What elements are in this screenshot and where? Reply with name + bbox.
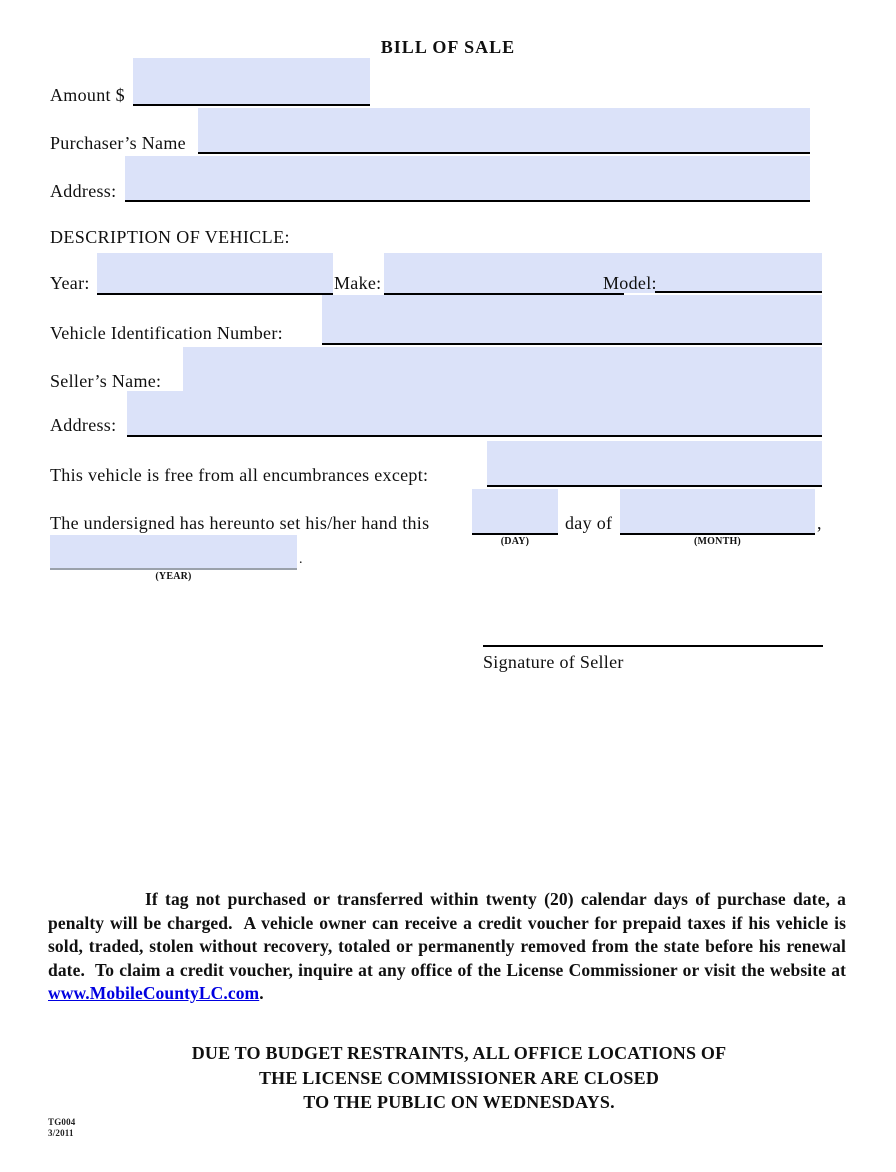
encumbrances-input[interactable] — [487, 441, 822, 487]
closure-line-1: DUE TO BUDGET RESTRAINTS, ALL OFFICE LOCATIONS OF — [191, 1043, 727, 1063]
seller-name-label: Seller’s Name: — [50, 371, 162, 391]
encumbrances-label: This vehicle is free from all encumbrances except: — [50, 465, 429, 485]
make-label: Make: — [334, 273, 382, 293]
year-input[interactable] — [97, 253, 333, 295]
amount-label: Amount $ — [50, 85, 125, 105]
penalty-notice-paragraph — [48, 888, 846, 1006]
budget-closure-notice — [48, 1041, 870, 1115]
notice-text-after-link: . — [259, 983, 264, 1003]
vin-label: Vehicle Identification Number: — [50, 323, 283, 343]
purchaser-name-input[interactable] — [198, 108, 810, 154]
buyer-address-label: Address: — [50, 181, 117, 201]
model-label: Model: — [603, 273, 657, 293]
form-title: BILL OF SALE — [380, 37, 516, 57]
year-caption: (YEAR) — [155, 571, 192, 582]
day-caption: (DAY) — [500, 536, 530, 547]
seller-address-input[interactable] — [127, 391, 822, 437]
form-number: TG004 — [48, 1117, 76, 1127]
make-input[interactable] — [384, 253, 624, 295]
month-caption: (MONTH) — [694, 536, 741, 547]
seller-address-label: Address: — [50, 415, 117, 435]
form-revision-date: 3/2011 — [48, 1128, 74, 1138]
mobile-county-lc-link[interactable]: www.MobileCountyLC.com — [48, 983, 260, 1003]
signature-of-seller-label: Signature of Seller — [483, 652, 624, 672]
closure-line-2: THE LICENSE COMMISSIONER ARE CLOSED — [258, 1067, 660, 1088]
year-line-period: . — [299, 552, 303, 567]
notice-text-before-link: If tag not purchased or transferred within twenty (20) calendar days of purchase date, a penalty will be charged. A vehicle owner can receive a credit voucher for prepaid taxes if his vehicle is sold, traded, stolen without recovery, totaled or permanently removed from the state before his renewal date. To claim a credit voucher, inquire at any office of the License Commissioner or visit the website at — [48, 889, 846, 980]
closure-line-3: TO THE PUBLIC ON WEDNESDAYS. — [303, 1092, 615, 1112]
amount-input[interactable] — [133, 58, 370, 106]
model-underline — [655, 291, 822, 293]
year-label: Year: — [50, 273, 90, 293]
year-written-input[interactable] — [50, 535, 297, 570]
seller-name-input[interactable] — [183, 347, 822, 393]
month-comma: , — [817, 513, 822, 533]
buyer-address-input[interactable] — [125, 156, 810, 202]
day-of-text: day of — [565, 513, 613, 533]
description-of-vehicle-heading: DESCRIPTION OF VEHICLE: — [50, 227, 290, 247]
seller-signature-line[interactable] — [483, 645, 823, 647]
month-input[interactable] — [620, 489, 815, 535]
day-input[interactable] — [472, 489, 558, 535]
undersigned-text: The undersigned has hereunto set his/her hand this — [50, 513, 430, 533]
vin-input[interactable] — [322, 295, 822, 345]
form-footer — [48, 1117, 76, 1139]
purchaser-name-label: Purchaser’s Name — [50, 133, 186, 153]
